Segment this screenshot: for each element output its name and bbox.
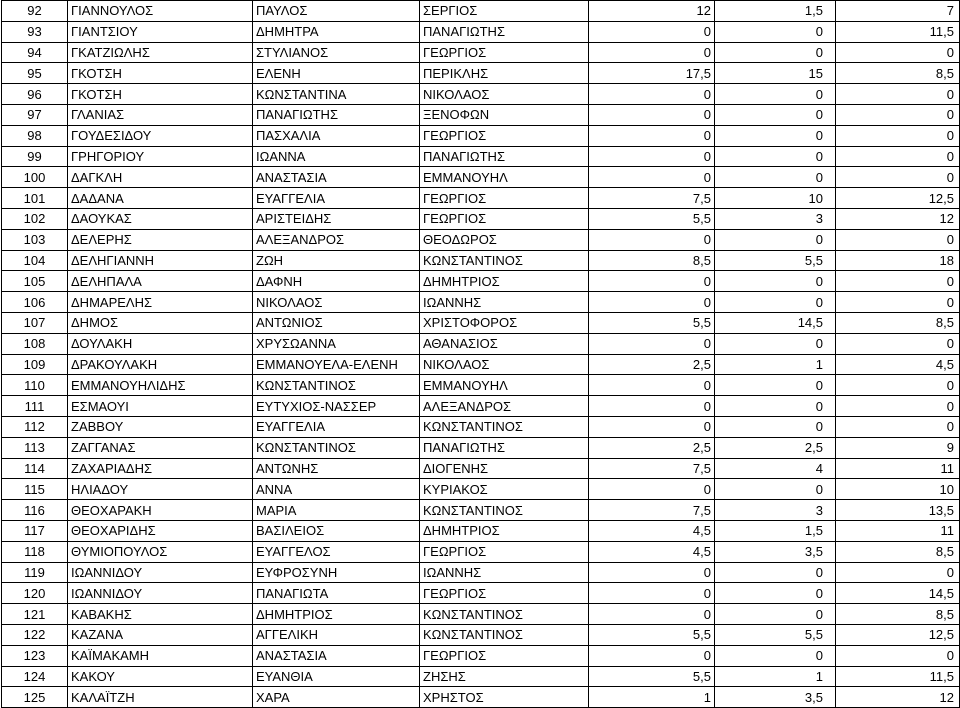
cell-father-name: ΠΕΡΙΚΛΗΣ: [420, 63, 589, 84]
cell-first-name: ΕΥΦΡΟΣΥΝΗ: [253, 562, 420, 583]
cell-first-name: ΠΑΝΑΓΙΩΤΑ: [253, 583, 420, 604]
cell-score-2: 4: [715, 458, 836, 479]
cell-score-2: 0: [715, 645, 836, 666]
cell-score-2: 14,5: [715, 312, 836, 333]
cell-row-number: 118: [2, 541, 68, 562]
cell-row-number: 107: [2, 312, 68, 333]
cell-first-name: ΔΑΦΝΗ: [253, 271, 420, 292]
cell-score-3: 0: [836, 375, 960, 396]
cell-score-3: 14,5: [836, 583, 960, 604]
cell-score-3: 12,5: [836, 624, 960, 645]
cell-father-name: ΓΕΩΡΓΙΟΣ: [420, 645, 589, 666]
cell-score-2: 0: [715, 604, 836, 625]
cell-score-1: 0: [589, 416, 715, 437]
cell-score-2: 0: [715, 146, 836, 167]
table-row: [2, 624, 960, 645]
results-table-body: [2, 1, 960, 708]
cell-score-1: 17,5: [589, 63, 715, 84]
cell-first-name: ΝΙΚΟΛΑΟΣ: [253, 292, 420, 313]
cell-score-1: 5,5: [589, 208, 715, 229]
cell-father-name: ΘΕΟΔΩΡΟΣ: [420, 229, 589, 250]
cell-score-1: 0: [589, 125, 715, 146]
cell-father-name: ΠΑΝΑΓΙΩΤΗΣ: [420, 437, 589, 458]
cell-row-number: 113: [2, 437, 68, 458]
cell-score-2: 3,5: [715, 687, 836, 708]
cell-row-number: 108: [2, 333, 68, 354]
cell-row-number: 125: [2, 687, 68, 708]
cell-score-1: 7,5: [589, 458, 715, 479]
cell-first-name: ΚΩΝΣΤΑΝΤΙΝΟΣ: [253, 375, 420, 396]
cell-surname: ΔΕΛΗΓΙΑΝΝΗ: [68, 250, 253, 271]
cell-score-3: 8,5: [836, 604, 960, 625]
cell-row-number: 123: [2, 645, 68, 666]
cell-score-3: 11,5: [836, 666, 960, 687]
cell-row-number: 109: [2, 354, 68, 375]
cell-father-name: ΚΩΝΣΤΑΝΤΙΝΟΣ: [420, 604, 589, 625]
cell-row-number: 106: [2, 292, 68, 313]
cell-father-name: ΓΕΩΡΓΙΟΣ: [420, 583, 589, 604]
cell-score-1: 0: [589, 21, 715, 42]
cell-father-name: ΓΕΩΡΓΙΟΣ: [420, 208, 589, 229]
cell-row-number: 95: [2, 63, 68, 84]
cell-surname: ΓΚΑΤΖΙΩΛΗΣ: [68, 42, 253, 63]
cell-score-1: 2,5: [589, 437, 715, 458]
cell-first-name: ΑΝΑΣΤΑΣΙΑ: [253, 167, 420, 188]
cell-score-1: 0: [589, 562, 715, 583]
cell-first-name: ΖΩΗ: [253, 250, 420, 271]
cell-score-3: 8,5: [836, 541, 960, 562]
cell-surname: ΓΛΑΝΙΑΣ: [68, 104, 253, 125]
cell-father-name: ΕΜΜΑΝΟΥΗΛ: [420, 375, 589, 396]
cell-score-3: 0: [836, 271, 960, 292]
cell-score-2: 0: [715, 104, 836, 125]
cell-father-name: ΔΙΟΓΕΝΗΣ: [420, 458, 589, 479]
cell-father-name: ΝΙΚΟΛΑΟΣ: [420, 354, 589, 375]
table-row: [2, 312, 960, 333]
table-row: [2, 21, 960, 42]
table-row: [2, 687, 960, 708]
cell-row-number: 104: [2, 250, 68, 271]
cell-row-number: 115: [2, 479, 68, 500]
cell-surname: ΘΕΟΧΑΡΑΚΗ: [68, 500, 253, 521]
cell-score-1: 5,5: [589, 312, 715, 333]
table-row: [2, 146, 960, 167]
cell-surname: ΓΚΟΤΣΗ: [68, 84, 253, 105]
table-row: [2, 666, 960, 687]
table-row: [2, 250, 960, 271]
cell-father-name: ΞΕΝΟΦΩΝ: [420, 104, 589, 125]
cell-score-3: 10: [836, 479, 960, 500]
cell-father-name: ΣΕΡΓΙΟΣ: [420, 1, 589, 22]
cell-score-2: 3: [715, 500, 836, 521]
cell-score-1: 2,5: [589, 354, 715, 375]
cell-surname: ΚΑΪΜΑΚΑΜΗ: [68, 645, 253, 666]
cell-score-3: 8,5: [836, 312, 960, 333]
table-row: [2, 333, 960, 354]
cell-score-2: 10: [715, 188, 836, 209]
cell-surname: ΚΑΛΑΪΤΖΗ: [68, 687, 253, 708]
cell-score-3: 11: [836, 458, 960, 479]
cell-score-2: 0: [715, 562, 836, 583]
cell-score-3: 0: [836, 562, 960, 583]
table-row: [2, 271, 960, 292]
cell-father-name: ΚΩΝΣΤΑΝΤΙΝΟΣ: [420, 250, 589, 271]
cell-score-1: 7,5: [589, 500, 715, 521]
cell-row-number: 116: [2, 500, 68, 521]
cell-row-number: 97: [2, 104, 68, 125]
cell-score-1: 0: [589, 396, 715, 417]
cell-score-3: 0: [836, 292, 960, 313]
cell-score-2: 0: [715, 583, 836, 604]
cell-row-number: 93: [2, 21, 68, 42]
cell-father-name: ΠΑΝΑΓΙΩΤΗΣ: [420, 21, 589, 42]
cell-score-1: 0: [589, 167, 715, 188]
cell-father-name: ΓΕΩΡΓΙΟΣ: [420, 125, 589, 146]
cell-row-number: 119: [2, 562, 68, 583]
cell-surname: ΔΑΟΥΚΑΣ: [68, 208, 253, 229]
table-row: [2, 167, 960, 188]
table-row: [2, 1, 960, 22]
cell-first-name: ΑΝΑΣΤΑΣΙΑ: [253, 645, 420, 666]
cell-father-name: ΑΘΑΝΑΣΙΟΣ: [420, 333, 589, 354]
table-row: [2, 42, 960, 63]
cell-score-1: 0: [589, 333, 715, 354]
cell-surname: ΓΙΑΝΤΣΙΟΥ: [68, 21, 253, 42]
cell-score-2: 0: [715, 333, 836, 354]
cell-father-name: ΧΡΙΣΤΟΦΟΡΟΣ: [420, 312, 589, 333]
cell-score-2: 0: [715, 229, 836, 250]
cell-score-3: 9: [836, 437, 960, 458]
table-row: [2, 84, 960, 105]
cell-row-number: 121: [2, 604, 68, 625]
cell-score-3: 0: [836, 333, 960, 354]
cell-father-name: ΚΩΝΣΤΑΝΤΙΝΟΣ: [420, 500, 589, 521]
cell-score-3: 0: [836, 104, 960, 125]
cell-first-name: ΕΛΕΝΗ: [253, 63, 420, 84]
cell-score-1: 8,5: [589, 250, 715, 271]
cell-surname: ΓΚΟΤΣΗ: [68, 63, 253, 84]
cell-row-number: 98: [2, 125, 68, 146]
table-row: [2, 520, 960, 541]
cell-score-1: 0: [589, 146, 715, 167]
table-row: [2, 125, 960, 146]
cell-father-name: ΑΛΕΞΑΝΔΡΟΣ: [420, 396, 589, 417]
cell-first-name: ΔΗΜΗΤΡΑ: [253, 21, 420, 42]
cell-score-3: 0: [836, 84, 960, 105]
cell-surname: ΔΗΜΑΡΕΛΗΣ: [68, 292, 253, 313]
table-row: [2, 541, 960, 562]
cell-score-3: 8,5: [836, 63, 960, 84]
table-row: [2, 645, 960, 666]
cell-score-1: 0: [589, 84, 715, 105]
cell-score-1: 1: [589, 687, 715, 708]
cell-score-3: 13,5: [836, 500, 960, 521]
cell-surname: ΚΑΒΑΚΗΣ: [68, 604, 253, 625]
cell-first-name: ΑΝΤΩΝΗΣ: [253, 458, 420, 479]
cell-score-3: 0: [836, 396, 960, 417]
cell-surname: ΖΑΧΑΡΙΑΔΗΣ: [68, 458, 253, 479]
cell-score-3: 18: [836, 250, 960, 271]
cell-father-name: ΓΕΩΡΓΙΟΣ: [420, 42, 589, 63]
cell-father-name: ΚΩΝΣΤΑΝΤΙΝΟΣ: [420, 624, 589, 645]
cell-row-number: 102: [2, 208, 68, 229]
cell-row-number: 100: [2, 167, 68, 188]
cell-father-name: ΓΕΩΡΓΙΟΣ: [420, 188, 589, 209]
cell-first-name: ΕΥΑΓΓΕΛΙΑ: [253, 188, 420, 209]
cell-score-2: 3,5: [715, 541, 836, 562]
cell-surname: ΔΑΔΑΝΑ: [68, 188, 253, 209]
cell-score-1: 0: [589, 104, 715, 125]
table-row: [2, 188, 960, 209]
cell-surname: ΓΡΗΓΟΡΙΟΥ: [68, 146, 253, 167]
cell-first-name: ΚΩΝΣΤΑΝΤΙΝΑ: [253, 84, 420, 105]
cell-first-name: ΧΑΡΑ: [253, 687, 420, 708]
cell-score-3: 0: [836, 146, 960, 167]
table-row: [2, 416, 960, 437]
cell-score-2: 0: [715, 125, 836, 146]
cell-row-number: 122: [2, 624, 68, 645]
table-row: [2, 458, 960, 479]
cell-score-2: 2,5: [715, 437, 836, 458]
cell-score-1: 0: [589, 479, 715, 500]
cell-score-3: 0: [836, 229, 960, 250]
cell-first-name: ΕΜΜΑΝΟΥΕΛΑ-ΕΛΕΝΗ: [253, 354, 420, 375]
cell-surname: ΕΣΜΑΟΥΙ: [68, 396, 253, 417]
cell-row-number: 103: [2, 229, 68, 250]
cell-score-1: 0: [589, 271, 715, 292]
cell-score-2: 15: [715, 63, 836, 84]
cell-surname: ΔΟΥΛΑΚΗ: [68, 333, 253, 354]
cell-score-2: 0: [715, 292, 836, 313]
cell-row-number: 120: [2, 583, 68, 604]
cell-score-3: 0: [836, 42, 960, 63]
table-row: [2, 104, 960, 125]
cell-score-1: 0: [589, 583, 715, 604]
cell-score-1: 5,5: [589, 666, 715, 687]
cell-surname: ΘΥΜΙΟΠΟΥΛΟΣ: [68, 541, 253, 562]
cell-father-name: ΖΗΣΗΣ: [420, 666, 589, 687]
cell-surname: ΔΗΜΟΣ: [68, 312, 253, 333]
cell-score-3: 12: [836, 208, 960, 229]
cell-first-name: ΑΛΕΞΑΝΔΡΟΣ: [253, 229, 420, 250]
cell-surname: ΔΕΛΕΡΗΣ: [68, 229, 253, 250]
cell-score-3: 0: [836, 167, 960, 188]
cell-father-name: ΚΥΡΙΑΚΟΣ: [420, 479, 589, 500]
cell-score-2: 0: [715, 396, 836, 417]
cell-first-name: ΑΝΤΩΝΙΟΣ: [253, 312, 420, 333]
cell-score-1: 4,5: [589, 520, 715, 541]
cell-father-name: ΔΗΜΗΤΡΙΟΣ: [420, 520, 589, 541]
cell-score-2: 1,5: [715, 1, 836, 22]
table-row: [2, 292, 960, 313]
cell-score-2: 1: [715, 666, 836, 687]
cell-first-name: ΑΓΓΕΛΙΚΗ: [253, 624, 420, 645]
cell-surname: ΚΑΚΟΥ: [68, 666, 253, 687]
cell-surname: ΔΡΑΚΟΥΛΑΚΗ: [68, 354, 253, 375]
cell-row-number: 92: [2, 1, 68, 22]
cell-surname: ΙΩΑΝΝΙΔΟΥ: [68, 583, 253, 604]
cell-score-3: 4,5: [836, 354, 960, 375]
cell-first-name: ΧΡΥΣΩΑΝΝΑ: [253, 333, 420, 354]
cell-surname: ΕΜΜΑΝΟΥΗΛΙΔΗΣ: [68, 375, 253, 396]
cell-score-2: 0: [715, 42, 836, 63]
cell-score-2: 1: [715, 354, 836, 375]
cell-father-name: ΓΕΩΡΓΙΟΣ: [420, 541, 589, 562]
cell-score-2: 0: [715, 21, 836, 42]
cell-score-1: 5,5: [589, 624, 715, 645]
cell-surname: ΚΑΖΑΝΑ: [68, 624, 253, 645]
cell-surname: ΙΩΑΝΝΙΔΟΥ: [68, 562, 253, 583]
cell-father-name: ΠΑΝΑΓΙΩΤΗΣ: [420, 146, 589, 167]
cell-row-number: 105: [2, 271, 68, 292]
cell-score-2: 0: [715, 375, 836, 396]
cell-first-name: ΑΝΝΑ: [253, 479, 420, 500]
table-row: [2, 562, 960, 583]
cell-row-number: 101: [2, 188, 68, 209]
cell-surname: ΗΛΙΑΔΟΥ: [68, 479, 253, 500]
cell-score-3: 7: [836, 1, 960, 22]
cell-father-name: ΔΗΜΗΤΡΙΟΣ: [420, 271, 589, 292]
cell-surname: ΖΑΒΒΟΥ: [68, 416, 253, 437]
cell-score-2: 5,5: [715, 624, 836, 645]
cell-father-name: ΕΜΜΑΝΟΥΗΛ: [420, 167, 589, 188]
cell-score-3: 0: [836, 125, 960, 146]
cell-first-name: ΕΥΑΓΓΕΛΙΑ: [253, 416, 420, 437]
cell-score-3: 12: [836, 687, 960, 708]
table-row: [2, 229, 960, 250]
table-row: [2, 479, 960, 500]
cell-first-name: ΜΑΡΙΑ: [253, 500, 420, 521]
table-row: [2, 437, 960, 458]
cell-row-number: 114: [2, 458, 68, 479]
cell-first-name: ΙΩΑΝΝΑ: [253, 146, 420, 167]
cell-score-2: 5,5: [715, 250, 836, 271]
cell-row-number: 117: [2, 520, 68, 541]
cell-first-name: ΠΑΝΑΓΙΩΤΗΣ: [253, 104, 420, 125]
cell-score-3: 12,5: [836, 188, 960, 209]
cell-score-1: 12: [589, 1, 715, 22]
cell-score-1: 7,5: [589, 188, 715, 209]
cell-first-name: ΒΑΣΙΛΕΙΟΣ: [253, 520, 420, 541]
cell-first-name: ΔΗΜΗΤΡΙΟΣ: [253, 604, 420, 625]
cell-score-2: 0: [715, 479, 836, 500]
table-row: [2, 583, 960, 604]
cell-first-name: ΠΑΥΛΟΣ: [253, 1, 420, 22]
cell-row-number: 110: [2, 375, 68, 396]
table-row: [2, 375, 960, 396]
table-row: [2, 396, 960, 417]
cell-first-name: ΣΤΥΛΙΑΝΟΣ: [253, 42, 420, 63]
cell-first-name: ΕΥΤΥΧΙΟΣ-ΝΑΣΣΕΡ: [253, 396, 420, 417]
cell-row-number: 99: [2, 146, 68, 167]
cell-score-1: 0: [589, 229, 715, 250]
cell-surname: ΓΙΑΝΝΟΥΛΟΣ: [68, 1, 253, 22]
cell-surname: ΔΑΓΚΛΗ: [68, 167, 253, 188]
cell-first-name: ΕΥΑΝΘΙΑ: [253, 666, 420, 687]
cell-score-3: 11: [836, 520, 960, 541]
cell-father-name: ΙΩΑΝΝΗΣ: [420, 562, 589, 583]
cell-father-name: ΧΡΗΣΤΟΣ: [420, 687, 589, 708]
cell-score-2: 1,5: [715, 520, 836, 541]
cell-score-2: 0: [715, 84, 836, 105]
cell-row-number: 112: [2, 416, 68, 437]
cell-first-name: ΚΩΝΣΤΑΝΤΙΝΟΣ: [253, 437, 420, 458]
cell-row-number: 96: [2, 84, 68, 105]
results-table: [1, 0, 960, 708]
cell-row-number: 94: [2, 42, 68, 63]
cell-father-name: ΚΩΝΣΤΑΝΤΙΝΟΣ: [420, 416, 589, 437]
cell-surname: ΘΕΟΧΑΡΙΔΗΣ: [68, 520, 253, 541]
table-row: [2, 354, 960, 375]
table-row: [2, 208, 960, 229]
cell-score-1: 0: [589, 292, 715, 313]
cell-surname: ΔΕΛΗΠΑΛΑ: [68, 271, 253, 292]
cell-score-1: 0: [589, 42, 715, 63]
table-row: [2, 604, 960, 625]
cell-surname: ΓΟΥΔΕΣΙΔΟΥ: [68, 125, 253, 146]
table-row: [2, 500, 960, 521]
cell-score-2: 3: [715, 208, 836, 229]
cell-score-3: 0: [836, 645, 960, 666]
cell-score-2: 0: [715, 416, 836, 437]
cell-score-1: 0: [589, 375, 715, 396]
cell-row-number: 124: [2, 666, 68, 687]
cell-father-name: ΙΩΑΝΝΗΣ: [420, 292, 589, 313]
cell-first-name: ΕΥΑΓΓΕΛΟΣ: [253, 541, 420, 562]
cell-score-1: 0: [589, 645, 715, 666]
cell-score-3: 0: [836, 416, 960, 437]
cell-first-name: ΠΑΣΧΑΛΙΑ: [253, 125, 420, 146]
cell-score-1: 4,5: [589, 541, 715, 562]
cell-score-2: 0: [715, 271, 836, 292]
cell-father-name: ΝΙΚΟΛΑΟΣ: [420, 84, 589, 105]
cell-score-3: 11,5: [836, 21, 960, 42]
cell-row-number: 111: [2, 396, 68, 417]
cell-first-name: ΑΡΙΣΤΕΙΔΗΣ: [253, 208, 420, 229]
cell-score-2: 0: [715, 167, 836, 188]
cell-surname: ΖΑΓΓΑΝΑΣ: [68, 437, 253, 458]
cell-score-1: 0: [589, 604, 715, 625]
table-row: [2, 63, 960, 84]
